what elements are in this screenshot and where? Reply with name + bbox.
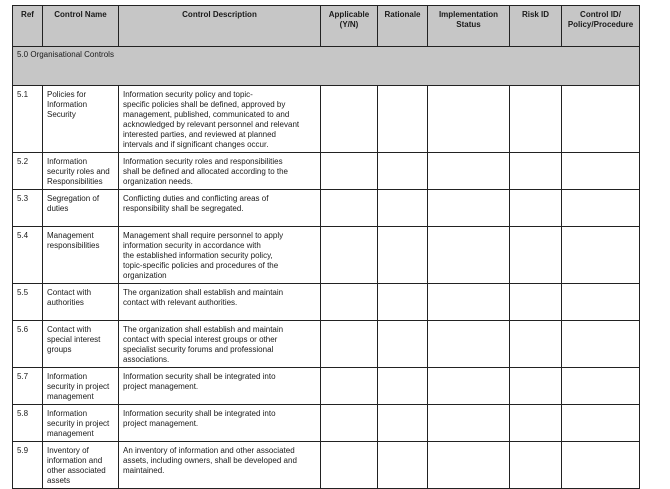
cell-risk-id xyxy=(510,321,561,327)
cell-control-description: The organization shall establish and maintain contact with relevant authorities. xyxy=(123,288,284,307)
controls-document xyxy=(12,5,640,489)
header-implementation-status: Implementation Status xyxy=(428,6,510,47)
cell-risk-id xyxy=(510,442,561,448)
cell-applicable xyxy=(321,368,377,374)
cell-control-description: Information security roles and responsibilities shall be defined and allocated according to the organization needs. xyxy=(123,157,289,186)
controls-table xyxy=(12,5,640,489)
table-row xyxy=(13,442,640,489)
cell-control-name: Information security roles and Responsibilities xyxy=(47,157,110,186)
cell-control-name: Inventory of information and other associated assets xyxy=(47,446,106,485)
header-ref: Ref xyxy=(13,6,43,47)
cell-control-policy xyxy=(562,227,639,233)
cell-control-policy xyxy=(562,442,639,448)
cell-implementation-status xyxy=(428,190,509,196)
cell-control-name: Contact with special interest groups xyxy=(47,325,101,354)
cell-applicable xyxy=(321,405,377,411)
cell-control-name: Segregation of duties xyxy=(47,194,100,213)
cell-control-description: Management shall require personnel to apply information security in accordance with the established information security policy, topic-specific policies and procedures of the organization xyxy=(123,231,284,280)
header-row xyxy=(13,6,640,47)
cell-control-name: Policies for Information Security xyxy=(47,90,88,119)
cell-control-description: The organization shall establish and maintain contact with special interest groups or other specialist security forums and professional associations. xyxy=(123,325,284,364)
cell-ref: 5.7 xyxy=(17,372,29,381)
table-row xyxy=(13,153,640,190)
cell-implementation-status xyxy=(428,227,509,233)
table-row xyxy=(13,190,640,227)
cell-ref: 5.5 xyxy=(17,288,29,297)
cell-ref: 5.4 xyxy=(17,231,29,240)
cell-control-description: Information security shall be integrated into project management. xyxy=(123,409,276,428)
cell-risk-id xyxy=(510,368,561,374)
cell-control-name: Information security in project management xyxy=(47,372,110,401)
cell-ref: 5.3 xyxy=(17,194,29,203)
cell-risk-id xyxy=(510,227,561,233)
cell-ref: 5.9 xyxy=(17,446,29,455)
cell-ref: 5.6 xyxy=(17,325,29,334)
cell-control-description: An inventory of information and other associated assets, including owners, shall be developed and maintained. xyxy=(123,446,297,475)
cell-implementation-status xyxy=(428,368,509,374)
cell-control-policy xyxy=(562,284,639,290)
table-row xyxy=(13,405,640,442)
cell-rationale xyxy=(378,227,427,233)
cell-implementation-status xyxy=(428,321,509,327)
cell-rationale xyxy=(378,153,427,159)
cell-risk-id xyxy=(510,153,561,159)
table-row xyxy=(13,86,640,153)
table-row xyxy=(13,321,640,368)
header-control-description: Control Description xyxy=(119,6,321,47)
cell-control-policy xyxy=(562,405,639,411)
cell-implementation-status xyxy=(428,405,509,411)
cell-applicable xyxy=(321,442,377,448)
cell-ref: 5.2 xyxy=(17,157,29,166)
cell-control-name: Management responsibilities xyxy=(47,231,100,250)
cell-risk-id xyxy=(510,405,561,411)
cell-applicable xyxy=(321,153,377,159)
cell-control-policy xyxy=(562,190,639,196)
table-row xyxy=(13,227,640,284)
cell-implementation-status xyxy=(428,86,509,92)
header-risk-id: Risk ID xyxy=(510,6,562,47)
section-title: 5.0 Organisational Controls xyxy=(17,50,114,59)
cell-rationale xyxy=(378,86,427,92)
cell-implementation-status xyxy=(428,442,509,448)
cell-implementation-status xyxy=(428,284,509,290)
cell-risk-id xyxy=(510,284,561,290)
cell-applicable xyxy=(321,284,377,290)
cell-applicable xyxy=(321,190,377,196)
section-row xyxy=(13,47,640,86)
cell-control-policy xyxy=(562,153,639,159)
cell-implementation-status xyxy=(428,153,509,159)
cell-control-policy xyxy=(562,321,639,327)
cell-rationale xyxy=(378,190,427,196)
table-row xyxy=(13,284,640,321)
cell-control-policy xyxy=(562,86,639,92)
cell-rationale xyxy=(378,405,427,411)
cell-rationale xyxy=(378,368,427,374)
header-applicable: Applicable (Y/N) xyxy=(321,6,378,47)
cell-control-description: Information security policy and topic- specific policies shall be defined, approved by management, published, communicated to and acknowledged by relevant personnel and relevant interested parties, and reviewed at planned intervals and if significant changes occur. xyxy=(123,90,300,149)
cell-rationale xyxy=(378,321,427,327)
cell-applicable xyxy=(321,321,377,327)
cell-rationale xyxy=(378,284,427,290)
cell-risk-id xyxy=(510,86,561,92)
cell-control-description: Conflicting duties and conflicting areas of responsibility shall be segregated. xyxy=(123,194,269,213)
cell-control-description: Information security shall be integrated into project management. xyxy=(123,372,276,391)
cell-risk-id xyxy=(510,190,561,196)
cell-control-name: Information security in project management xyxy=(47,409,110,438)
cell-control-policy xyxy=(562,368,639,374)
cell-ref: 5.8 xyxy=(17,409,29,418)
cell-rationale xyxy=(378,442,427,448)
header-rationale: Rationale xyxy=(378,6,428,47)
header-control-name: Control Name xyxy=(43,6,119,47)
cell-control-name: Contact with authorities xyxy=(47,288,92,307)
header-control-policy: Control ID/ Policy/Procedure xyxy=(562,6,640,47)
cell-ref: 5.1 xyxy=(17,90,29,99)
cell-applicable xyxy=(321,227,377,233)
cell-applicable xyxy=(321,86,377,92)
table-row xyxy=(13,368,640,405)
